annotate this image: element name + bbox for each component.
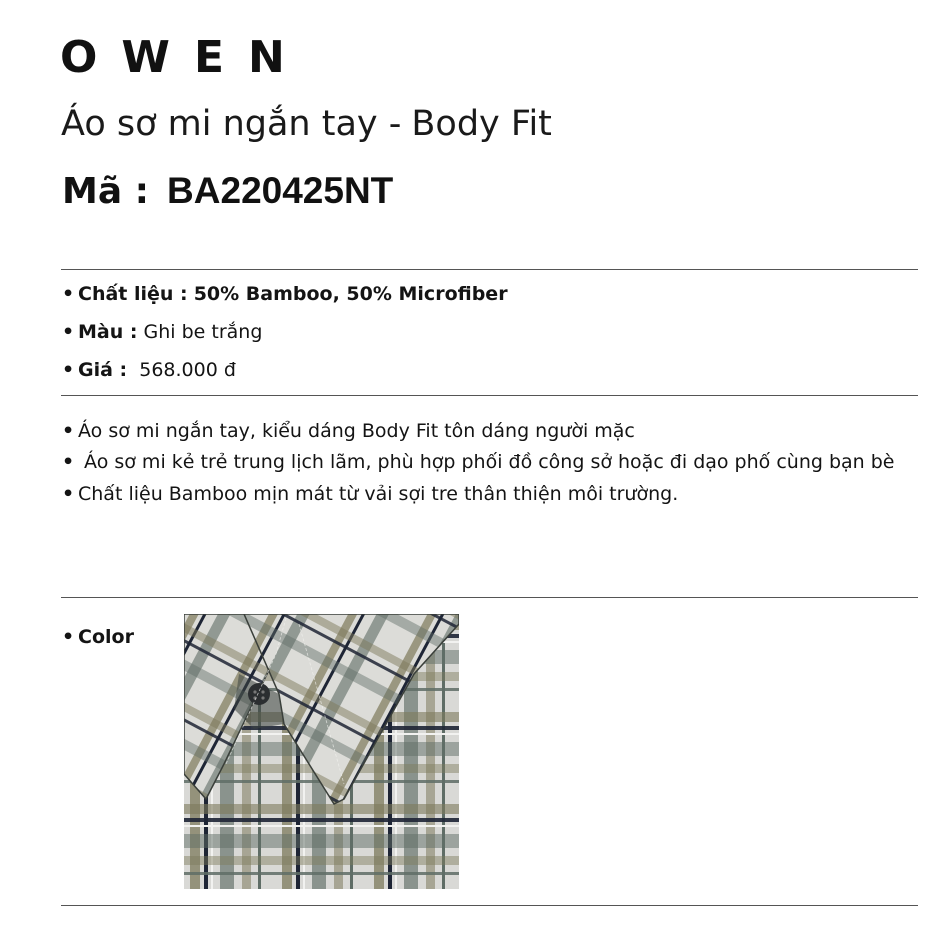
product-code-label: Mã :	[62, 171, 150, 212]
bullet: •	[62, 283, 75, 305]
product-title-fit: Body Fit	[411, 104, 552, 144]
description-text: Áo sơ mi kẻ trẻ trung lịch lãm, phù hợp phối đồ công sở hoặc đi dạo phố cùng bạn bè	[78, 451, 895, 473]
description-item	[62, 419, 635, 443]
product-title-main: Áo sơ mi ngắn tay -	[61, 104, 402, 144]
spec-price	[62, 358, 236, 382]
divider-bottom	[61, 905, 918, 906]
divider-specs	[61, 395, 918, 396]
description-item	[62, 450, 895, 474]
description-text: Áo sơ mi ngắn tay, kiểu dáng Body Fit tôn dáng người mặc	[78, 420, 635, 442]
spec-value: Ghi be trắng	[143, 321, 263, 343]
spec-value: 568.000 đ	[139, 359, 236, 381]
brand-logo: OWEN	[60, 32, 309, 83]
divider-top	[61, 269, 918, 270]
spec-value: 50% Bamboo, 50% Microfiber	[193, 283, 508, 305]
spec-material	[62, 282, 508, 306]
bullet: •	[62, 321, 75, 343]
bullet: •	[62, 626, 75, 648]
product-title	[61, 102, 552, 146]
bullet: •	[62, 359, 75, 381]
plaid-fabric-photo	[184, 614, 459, 889]
divider-description	[61, 597, 918, 598]
bullet: •	[62, 483, 75, 505]
product-code	[62, 168, 393, 215]
spec-color	[62, 320, 262, 344]
spec-label: Giá :	[78, 359, 128, 381]
description-item	[62, 482, 678, 506]
spec-label: Chất liệu :	[78, 283, 188, 305]
color-label	[62, 625, 134, 649]
color-swatch-image	[184, 614, 459, 889]
color-label-text: Color	[78, 626, 134, 648]
bullet: •	[62, 451, 75, 473]
product-code-value: BA220425NT	[167, 170, 394, 211]
spec-label: Màu :	[78, 321, 138, 343]
description-text: Chất liệu Bamboo mịn mát từ vải sợi tre thân thiện môi trường.	[78, 483, 679, 505]
bullet: •	[62, 420, 75, 442]
